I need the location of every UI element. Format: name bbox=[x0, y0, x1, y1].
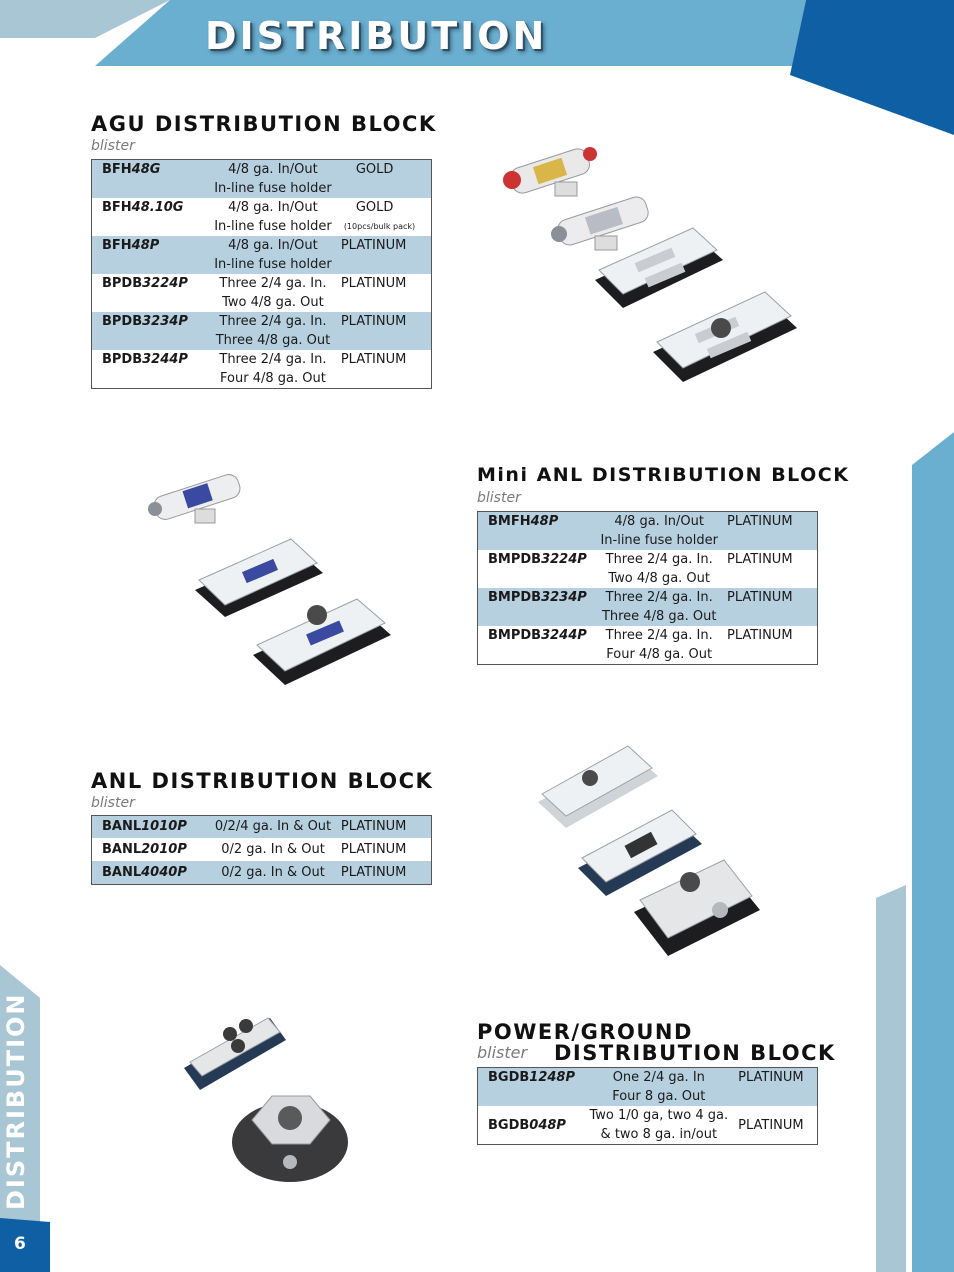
grade-cell: GOLD (10pcs/bulk pack) bbox=[338, 198, 432, 236]
table-row bbox=[478, 626, 818, 665]
description-cell: Three 2/4 ga. In. Two 4/8 ga. Out bbox=[605, 552, 713, 586]
table-row bbox=[92, 236, 432, 274]
description-cell: Three 2/4 ga. In. Two 4/8 ga. Out bbox=[219, 276, 327, 310]
model-cell: BGDB1248P bbox=[478, 1068, 590, 1107]
mini-anl-product-photo bbox=[145, 465, 395, 695]
description-cell: 0/2 ga. In & Out bbox=[221, 842, 325, 857]
section-subtitle-mini-anl: blister bbox=[477, 490, 521, 506]
section-title-anl: ANL DISTRIBUTION BLOCK bbox=[91, 769, 434, 793]
grade-cell: PLATINUM bbox=[727, 628, 793, 643]
table-row bbox=[478, 588, 818, 626]
model-cell: BANL2010P bbox=[102, 842, 187, 857]
description-cell: 4/8 ga. In/Out In-line fuse holder bbox=[208, 160, 338, 199]
section-title-mini-anl: Mini ANL DISTRIBUTION BLOCK bbox=[477, 464, 850, 486]
distribution-block-large bbox=[653, 292, 797, 382]
model-cell: BFH48G bbox=[92, 160, 209, 199]
grade-cell: PLATINUM bbox=[340, 276, 407, 291]
anl-product-photo bbox=[530, 740, 770, 965]
mini-anl-spec-table bbox=[477, 511, 818, 665]
table-row bbox=[92, 838, 432, 861]
right-stripe-lower bbox=[876, 885, 906, 1272]
bulk-pack-note: (10pcs/bulk pack) bbox=[343, 222, 416, 231]
power-ground-product-photo bbox=[180, 1012, 360, 1190]
description-cell: 0/2 ga. In & Out bbox=[208, 861, 338, 885]
table-row bbox=[92, 816, 432, 839]
gold-fuse-holder bbox=[503, 146, 597, 196]
table-row bbox=[478, 512, 818, 551]
model-cell: BMPDB3244P bbox=[488, 628, 587, 643]
table-row bbox=[478, 1106, 818, 1145]
model-cell: BMPDB3224P bbox=[488, 552, 587, 567]
page-title: DISTRIBUTION bbox=[205, 14, 548, 58]
mini-fuse-holder bbox=[148, 472, 243, 523]
grade-cell: PLATINUM bbox=[340, 352, 407, 367]
right-stripe-upper bbox=[912, 432, 954, 1272]
description-cell: 4/8 ga. In/Out In-line fuse holder bbox=[208, 236, 338, 274]
grade-cell: PLATINUM bbox=[338, 861, 432, 885]
section-title-agu: AGU DISTRIBUTION BLOCK bbox=[91, 112, 437, 136]
model-cell: BPDB3234P bbox=[92, 312, 209, 350]
grade-cell: PLATINUM bbox=[738, 1117, 804, 1133]
description-cell: Three 2/4 ga. In. Four 4/8 ga. Out bbox=[219, 352, 327, 386]
section-subtitle-anl: blister bbox=[91, 795, 135, 811]
description-cell: Three 2/4 ga. In. Three 4/8 ga. Out bbox=[208, 312, 338, 350]
side-tab-title: DISTRIBUTION bbox=[2, 992, 30, 1210]
section-title-power-ground-line2: DISTRIBUTION BLOCK bbox=[554, 1041, 836, 1065]
grade-cell: PLATINUM bbox=[340, 842, 407, 857]
grade-cell: PLATINUM bbox=[338, 312, 432, 350]
anl-block-1 bbox=[538, 746, 658, 828]
section-subtitle-power-ground: blister bbox=[477, 1043, 528, 1062]
model-cell: BANL1010P bbox=[92, 816, 209, 839]
banner-dark-corner bbox=[790, 0, 954, 135]
description-cell: Three 2/4 ga. In. Three 4/8 ga. Out bbox=[594, 588, 724, 626]
model-cell: BPDB3244P bbox=[102, 352, 188, 367]
table-row bbox=[92, 861, 432, 885]
model-cell: BMFH48P bbox=[478, 512, 595, 551]
page-number: 6 bbox=[14, 1234, 26, 1254]
grade-cell: PLATINUM bbox=[338, 816, 432, 839]
table-row bbox=[92, 350, 432, 389]
grade-cell: PLATINUM bbox=[727, 552, 793, 567]
table-row bbox=[92, 312, 432, 350]
mini-block-large bbox=[253, 599, 391, 685]
power-ground-spec-table bbox=[477, 1067, 818, 1145]
model-cell: BMPDB3234P bbox=[478, 588, 595, 626]
anl-block-3 bbox=[634, 860, 760, 956]
model-cell: BFH48P bbox=[92, 236, 209, 274]
table-row bbox=[478, 1068, 818, 1107]
platinum-fuse-holder bbox=[551, 194, 651, 250]
model-cell: BPDB3224P bbox=[102, 276, 188, 291]
description-cell: One 2/4 ga. In Four 8 ga. Out bbox=[589, 1068, 728, 1107]
agu-spec-table bbox=[91, 159, 432, 389]
ground-block bbox=[184, 1018, 286, 1090]
table-row bbox=[92, 198, 432, 236]
table-row bbox=[92, 160, 432, 199]
table-row bbox=[478, 550, 818, 588]
model-cell: BFH48.10G bbox=[102, 200, 184, 215]
grade-cell: PLATINUM bbox=[724, 588, 817, 626]
description-cell: 4/8 ga. In/Out In-line fuse holder bbox=[594, 512, 724, 551]
mini-block-small bbox=[195, 539, 323, 617]
grade-cell: PLATINUM bbox=[728, 1068, 817, 1107]
model-cell: BGDB048P bbox=[488, 1117, 566, 1133]
hexagon-distribution-block bbox=[232, 1096, 348, 1182]
grade-cell: GOLD bbox=[338, 160, 432, 199]
table-row bbox=[92, 274, 432, 312]
agu-product-photo bbox=[495, 130, 805, 400]
description-cell: 0/2/4 ga. In & Out bbox=[208, 816, 338, 839]
description-cell: 4/8 ga. In/Out In-line fuse holder bbox=[214, 200, 332, 234]
description-cell: Two 1/0 ga, two 4 ga. & two 8 ga. in/out bbox=[589, 1108, 729, 1142]
section-title-power-ground-line1: POWER/GROUND bbox=[477, 1020, 693, 1044]
grade-cell: PLATINUM bbox=[338, 236, 432, 274]
description-cell: Three 2/4 ga. In. Four 4/8 ga. Out bbox=[605, 628, 713, 662]
anl-spec-table bbox=[91, 815, 432, 885]
grade-cell: PLATINUM bbox=[724, 512, 817, 551]
model-cell: BANL4040P bbox=[92, 861, 209, 885]
section-subtitle-agu: blister bbox=[91, 138, 135, 154]
